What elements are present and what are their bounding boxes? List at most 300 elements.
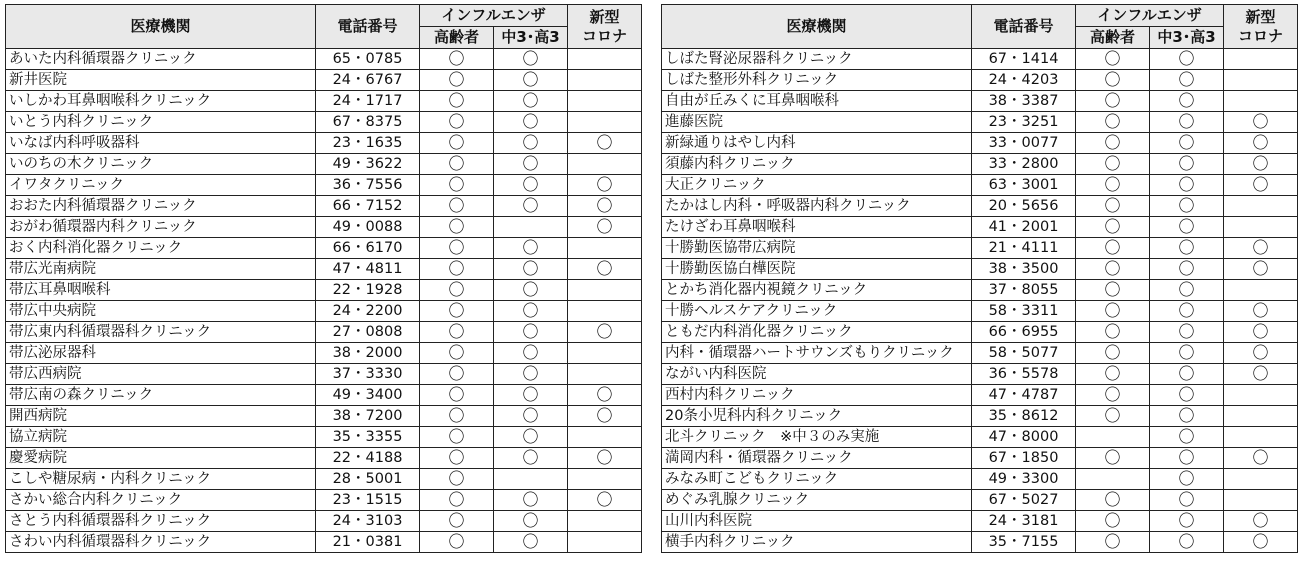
phone-number: 28・5001 — [316, 469, 420, 490]
clinic-name: 帯広南の森クリニック — [6, 385, 316, 406]
phone-number: 27・0808 — [316, 322, 420, 343]
phone-number: 33・2800 — [972, 154, 1076, 175]
covid-mark — [1224, 427, 1298, 448]
clinic-name: こしや糖尿病・内科クリニック — [6, 469, 316, 490]
phone-number: 35・7155 — [972, 532, 1076, 553]
table-row — [662, 175, 1298, 196]
header-senior: 高齢者 — [1076, 27, 1150, 49]
phone-number: 33・0077 — [972, 133, 1076, 154]
covid-mark — [1224, 406, 1298, 427]
clinic-name: 新緑通りはやし内科 — [662, 133, 972, 154]
senior-flu-mark: 〇 — [1076, 133, 1150, 154]
senior-flu-mark: 〇 — [1076, 490, 1150, 511]
clinic-name: さとう内科循環器科クリニック — [6, 511, 316, 532]
table-row — [6, 196, 642, 217]
senior-flu-mark: 〇 — [420, 532, 494, 553]
phone-number: 38・3500 — [972, 259, 1076, 280]
header-flu: インフルエンザ — [1076, 5, 1224, 27]
senior-flu-mark: 〇 — [420, 322, 494, 343]
covid-mark: 〇 — [1224, 511, 1298, 532]
senior-flu-mark: 〇 — [420, 343, 494, 364]
student-flu-mark: 〇 — [494, 364, 568, 385]
clinic-name: 新井医院 — [6, 70, 316, 91]
senior-flu-mark — [1076, 427, 1150, 448]
table-row — [6, 427, 642, 448]
student-flu-mark: 〇 — [1150, 196, 1224, 217]
senior-flu-mark: 〇 — [1076, 301, 1150, 322]
student-flu-mark: 〇 — [494, 238, 568, 259]
senior-flu-mark: 〇 — [420, 385, 494, 406]
student-flu-mark: 〇 — [1150, 154, 1224, 175]
senior-flu-mark: 〇 — [1076, 406, 1150, 427]
phone-number: 38・7200 — [316, 406, 420, 427]
covid-mark — [568, 364, 642, 385]
covid-mark: 〇 — [568, 217, 642, 238]
table-row — [662, 385, 1298, 406]
covid-mark: 〇 — [1224, 238, 1298, 259]
table-row — [662, 469, 1298, 490]
student-flu-mark: 〇 — [494, 91, 568, 112]
senior-flu-mark: 〇 — [420, 91, 494, 112]
senior-flu-mark: 〇 — [420, 70, 494, 91]
covid-mark — [568, 427, 642, 448]
clinic-name: 満岡内科・循環器クリニック — [662, 448, 972, 469]
senior-flu-mark: 〇 — [420, 217, 494, 238]
student-flu-mark: 〇 — [494, 196, 568, 217]
table-row — [662, 511, 1298, 532]
table-row — [662, 427, 1298, 448]
student-flu-mark: 〇 — [1150, 532, 1224, 553]
table-row — [6, 175, 642, 196]
table-row — [6, 91, 642, 112]
senior-flu-mark: 〇 — [1076, 91, 1150, 112]
student-flu-mark: 〇 — [1150, 175, 1224, 196]
student-flu-mark: 〇 — [1150, 133, 1224, 154]
student-flu-mark: 〇 — [1150, 259, 1224, 280]
senior-flu-mark: 〇 — [420, 301, 494, 322]
senior-flu-mark: 〇 — [420, 259, 494, 280]
senior-flu-mark: 〇 — [1076, 511, 1150, 532]
covid-mark: 〇 — [1224, 154, 1298, 175]
covid-mark: 〇 — [568, 175, 642, 196]
phone-number: 66・6955 — [972, 322, 1076, 343]
clinic-name: おく内科消化器クリニック — [6, 238, 316, 259]
clinic-name: 内科・循環器ハートサウンズもりクリニック — [662, 343, 972, 364]
table-row — [662, 490, 1298, 511]
clinic-name: 協立病院 — [6, 427, 316, 448]
clinic-name: 帯広東内科循環器科クリニック — [6, 322, 316, 343]
covid-mark — [568, 511, 642, 532]
table-row — [6, 112, 642, 133]
covid-mark: 〇 — [1224, 112, 1298, 133]
student-flu-mark: 〇 — [1150, 70, 1224, 91]
covid-mark — [1224, 49, 1298, 70]
table-row — [662, 112, 1298, 133]
student-flu-mark: 〇 — [494, 49, 568, 70]
covid-mark: 〇 — [568, 385, 642, 406]
senior-flu-mark: 〇 — [420, 112, 494, 133]
senior-flu-mark: 〇 — [420, 196, 494, 217]
clinic-name: いとう内科クリニック — [6, 112, 316, 133]
phone-number: 58・5077 — [972, 343, 1076, 364]
covid-mark — [568, 49, 642, 70]
clinic-name: 進藤医院 — [662, 112, 972, 133]
senior-flu-mark: 〇 — [420, 511, 494, 532]
table-row — [6, 322, 642, 343]
senior-flu-mark: 〇 — [420, 154, 494, 175]
senior-flu-mark: 〇 — [420, 175, 494, 196]
clinic-name: いしかわ耳鼻咽喉科クリニック — [6, 91, 316, 112]
table-row — [662, 532, 1298, 553]
table-row — [662, 154, 1298, 175]
covid-mark: 〇 — [1224, 343, 1298, 364]
senior-flu-mark: 〇 — [1076, 259, 1150, 280]
phone-number: 23・1515 — [316, 490, 420, 511]
phone-number: 35・3355 — [316, 427, 420, 448]
covid-mark — [568, 112, 642, 133]
phone-number: 35・8612 — [972, 406, 1076, 427]
student-flu-mark: 〇 — [1150, 427, 1224, 448]
covid-mark — [1224, 91, 1298, 112]
clinic-name: 大正クリニック — [662, 175, 972, 196]
phone-number: 24・4203 — [972, 70, 1076, 91]
covid-mark: 〇 — [1224, 133, 1298, 154]
student-flu-mark: 〇 — [1150, 490, 1224, 511]
phone-number: 49・3400 — [316, 385, 420, 406]
table-row — [6, 280, 642, 301]
phone-number: 58・3311 — [972, 301, 1076, 322]
header-flu: インフルエンザ — [420, 5, 568, 27]
table-row — [662, 70, 1298, 91]
header-senior: 高齢者 — [420, 27, 494, 49]
senior-flu-mark: 〇 — [1076, 49, 1150, 70]
header-covid-line2: コロナ — [581, 26, 627, 45]
clinic-name: 帯広光南病院 — [6, 259, 316, 280]
senior-flu-mark: 〇 — [1076, 238, 1150, 259]
senior-flu-mark: 〇 — [420, 490, 494, 511]
table-row — [6, 532, 642, 553]
covid-mark — [568, 301, 642, 322]
covid-mark — [568, 238, 642, 259]
senior-flu-mark: 〇 — [420, 406, 494, 427]
covid-mark: 〇 — [568, 490, 642, 511]
senior-flu-mark: 〇 — [420, 427, 494, 448]
covid-mark: 〇 — [568, 196, 642, 217]
covid-mark: 〇 — [1224, 175, 1298, 196]
table-row — [6, 385, 642, 406]
student-flu-mark: 〇 — [494, 427, 568, 448]
table-row — [662, 259, 1298, 280]
clinic-table-right — [661, 4, 1298, 553]
senior-flu-mark: 〇 — [420, 238, 494, 259]
covid-mark: 〇 — [568, 133, 642, 154]
phone-number: 24・3103 — [316, 511, 420, 532]
clinic-name: 横手内科クリニック — [662, 532, 972, 553]
table-row — [6, 70, 642, 91]
student-flu-mark: 〇 — [1150, 448, 1224, 469]
clinic-name: 開西病院 — [6, 406, 316, 427]
covid-mark: 〇 — [568, 259, 642, 280]
student-flu-mark: 〇 — [494, 301, 568, 322]
phone-number: 47・4787 — [972, 385, 1076, 406]
header-tel: 電話番号 — [316, 5, 420, 49]
senior-flu-mark: 〇 — [1076, 280, 1150, 301]
phone-number: 22・4188 — [316, 448, 420, 469]
clinic-name: 帯広耳鼻咽喉科 — [6, 280, 316, 301]
table-row — [6, 490, 642, 511]
senior-flu-mark: 〇 — [420, 364, 494, 385]
covid-mark — [568, 280, 642, 301]
student-flu-mark: 〇 — [494, 175, 568, 196]
clinic-name: あいた内科循環器クリニック — [6, 49, 316, 70]
senior-flu-mark: 〇 — [1076, 175, 1150, 196]
clinic-name: いなば内科呼吸器科 — [6, 133, 316, 154]
senior-flu-mark: 〇 — [1076, 112, 1150, 133]
header-covid-line1: 新型 — [589, 7, 620, 26]
phone-number: 66・6170 — [316, 238, 420, 259]
clinic-name: ともだ内科消化器クリニック — [662, 322, 972, 343]
phone-number: 47・8000 — [972, 427, 1076, 448]
senior-flu-mark: 〇 — [420, 133, 494, 154]
table-row — [6, 154, 642, 175]
clinic-name: 十勝勤医協白樺医院 — [662, 259, 972, 280]
phone-number: 21・4111 — [972, 238, 1076, 259]
clinic-name: 帯広西病院 — [6, 364, 316, 385]
clinic-name: 西村内科クリニック — [662, 385, 972, 406]
header-name: 医療機関 — [6, 5, 316, 49]
student-flu-mark: 〇 — [494, 406, 568, 427]
covid-mark: 〇 — [1224, 364, 1298, 385]
clinic-name: しばた腎泌尿器科クリニック — [662, 49, 972, 70]
student-flu-mark: 〇 — [494, 448, 568, 469]
table-row — [662, 406, 1298, 427]
senior-flu-mark: 〇 — [1076, 364, 1150, 385]
covid-mark: 〇 — [1224, 532, 1298, 553]
clinic-name: 須藤内科クリニック — [662, 154, 972, 175]
table-row — [662, 322, 1298, 343]
senior-flu-mark: 〇 — [1076, 70, 1150, 91]
covid-mark — [1224, 490, 1298, 511]
clinic-name: さかい総合内科クリニック — [6, 490, 316, 511]
header-tel: 電話番号 — [972, 5, 1076, 49]
phone-number: 23・3251 — [972, 112, 1076, 133]
phone-number: 41・2001 — [972, 217, 1076, 238]
table-row — [6, 511, 642, 532]
phone-number: 49・0088 — [316, 217, 420, 238]
student-flu-mark: 〇 — [494, 70, 568, 91]
table-row — [6, 259, 642, 280]
student-flu-mark: 〇 — [1150, 406, 1224, 427]
student-flu-mark: 〇 — [494, 532, 568, 553]
clinic-table-left — [5, 4, 642, 553]
clinic-name: たけざわ耳鼻咽喉科 — [662, 217, 972, 238]
phone-number: 23・1635 — [316, 133, 420, 154]
table-row — [662, 133, 1298, 154]
student-flu-mark: 〇 — [494, 154, 568, 175]
senior-flu-mark: 〇 — [1076, 196, 1150, 217]
table-row — [6, 343, 642, 364]
student-flu-mark: 〇 — [494, 133, 568, 154]
clinic-name: 十勝ヘルスケアクリニック — [662, 301, 972, 322]
table-row — [662, 196, 1298, 217]
table-row — [662, 238, 1298, 259]
covid-mark — [1224, 469, 1298, 490]
table-row — [6, 301, 642, 322]
phone-number: 63・3001 — [972, 175, 1076, 196]
student-flu-mark: 〇 — [494, 280, 568, 301]
phone-number: 66・7152 — [316, 196, 420, 217]
covid-mark — [568, 343, 642, 364]
clinic-name: 慶愛病院 — [6, 448, 316, 469]
clinic-name: とかち消化器内視鏡クリニック — [662, 280, 972, 301]
student-flu-mark: 〇 — [494, 343, 568, 364]
covid-mark: 〇 — [568, 406, 642, 427]
clinic-name: たかはし内科・呼吸器内科クリニック — [662, 196, 972, 217]
header-name: 医療機関 — [662, 5, 972, 49]
clinic-name: ながい内科医院 — [662, 364, 972, 385]
student-flu-mark: 〇 — [1150, 91, 1224, 112]
clinic-name: 十勝勤医協帯広病院 — [662, 238, 972, 259]
senior-flu-mark — [1076, 469, 1150, 490]
phone-number: 67・8375 — [316, 112, 420, 133]
student-flu-mark: 〇 — [1150, 364, 1224, 385]
student-flu-mark — [494, 469, 568, 490]
phone-number: 49・3622 — [316, 154, 420, 175]
clinic-name: みなみ町こどもクリニック — [662, 469, 972, 490]
student-flu-mark: 〇 — [1150, 112, 1224, 133]
senior-flu-mark: 〇 — [1076, 154, 1150, 175]
senior-flu-mark: 〇 — [1076, 532, 1150, 553]
phone-number: 67・1414 — [972, 49, 1076, 70]
table-row — [6, 217, 642, 238]
covid-mark: 〇 — [568, 322, 642, 343]
student-flu-mark: 〇 — [1150, 343, 1224, 364]
clinic-name: 山川内科医院 — [662, 511, 972, 532]
table-row — [6, 49, 642, 70]
student-flu-mark: 〇 — [494, 112, 568, 133]
student-flu-mark: 〇 — [494, 385, 568, 406]
phone-number: 24・3181 — [972, 511, 1076, 532]
phone-number: 22・1928 — [316, 280, 420, 301]
header-covid-line2: コロナ — [1237, 26, 1283, 45]
phone-number: 24・2200 — [316, 301, 420, 322]
student-flu-mark: 〇 — [494, 259, 568, 280]
covid-mark — [1224, 217, 1298, 238]
table-row — [662, 301, 1298, 322]
student-flu-mark: 〇 — [1150, 49, 1224, 70]
student-flu-mark: 〇 — [1150, 469, 1224, 490]
covid-mark — [568, 469, 642, 490]
clinic-name: 20条小児科内科クリニック — [662, 406, 972, 427]
table-row — [662, 343, 1298, 364]
student-flu-mark: 〇 — [494, 511, 568, 532]
table-row — [6, 238, 642, 259]
table-row — [662, 364, 1298, 385]
senior-flu-mark: 〇 — [1076, 343, 1150, 364]
phone-number: 49・3300 — [972, 469, 1076, 490]
senior-flu-mark: 〇 — [420, 469, 494, 490]
senior-flu-mark: 〇 — [1076, 217, 1150, 238]
student-flu-mark: 〇 — [1150, 301, 1224, 322]
clinic-name: 北斗クリニック ※中３のみ実施 — [662, 427, 972, 448]
phone-number: 36・5578 — [972, 364, 1076, 385]
covid-mark — [568, 91, 642, 112]
phone-number: 37・8055 — [972, 280, 1076, 301]
clinic-name: 帯広泌尿器科 — [6, 343, 316, 364]
clinic-name: 自由が丘みくに耳鼻咽喉科 — [662, 91, 972, 112]
clinic-name: いのちの木クリニック — [6, 154, 316, 175]
covid-mark: 〇 — [1224, 448, 1298, 469]
senior-flu-mark: 〇 — [1076, 322, 1150, 343]
student-flu-mark: 〇 — [1150, 322, 1224, 343]
senior-flu-mark: 〇 — [420, 280, 494, 301]
phone-number: 67・1850 — [972, 448, 1076, 469]
covid-mark — [568, 154, 642, 175]
table-row — [6, 133, 642, 154]
covid-mark — [568, 532, 642, 553]
phone-number: 21・0381 — [316, 532, 420, 553]
clinic-name: おおた内科循環器クリニック — [6, 196, 316, 217]
phone-number: 38・3387 — [972, 91, 1076, 112]
table-row — [6, 448, 642, 469]
senior-flu-mark: 〇 — [1076, 385, 1150, 406]
covid-mark — [1224, 385, 1298, 406]
phone-number: 65・0785 — [316, 49, 420, 70]
covid-mark: 〇 — [1224, 322, 1298, 343]
clinic-name: めぐみ乳腺クリニック — [662, 490, 972, 511]
phone-number: 38・2000 — [316, 343, 420, 364]
covid-mark: 〇 — [568, 448, 642, 469]
clinic-name: おがわ循環器内科クリニック — [6, 217, 316, 238]
header-covid-line1: 新型 — [1245, 7, 1276, 26]
table-row — [662, 217, 1298, 238]
clinic-name: 帯広中央病院 — [6, 301, 316, 322]
student-flu-mark: 〇 — [494, 322, 568, 343]
phone-number: 24・6767 — [316, 70, 420, 91]
covid-mark — [1224, 70, 1298, 91]
covid-mark — [568, 70, 642, 91]
senior-flu-mark: 〇 — [420, 448, 494, 469]
student-flu-mark: 〇 — [1150, 511, 1224, 532]
covid-mark: 〇 — [1224, 301, 1298, 322]
clinic-name: イワタクリニック — [6, 175, 316, 196]
student-flu-mark: 〇 — [1150, 385, 1224, 406]
header-student: 中3･高3 — [494, 27, 568, 49]
covid-mark: 〇 — [1224, 259, 1298, 280]
senior-flu-mark: 〇 — [420, 49, 494, 70]
table-row — [662, 448, 1298, 469]
table-row — [662, 91, 1298, 112]
table-row — [6, 406, 642, 427]
student-flu-mark: 〇 — [1150, 238, 1224, 259]
table-row — [6, 469, 642, 490]
phone-number: 67・5027 — [972, 490, 1076, 511]
phone-number: 36・7556 — [316, 175, 420, 196]
covid-mark — [1224, 280, 1298, 301]
clinic-name: さわい内科循環器科クリニック — [6, 532, 316, 553]
covid-mark — [1224, 196, 1298, 217]
table-row — [6, 364, 642, 385]
student-flu-mark: 〇 — [1150, 217, 1224, 238]
senior-flu-mark: 〇 — [1076, 448, 1150, 469]
student-flu-mark — [494, 217, 568, 238]
student-flu-mark: 〇 — [494, 490, 568, 511]
phone-number: 20・5656 — [972, 196, 1076, 217]
table-row — [662, 49, 1298, 70]
header-covid — [568, 5, 642, 49]
header-student: 中3･高3 — [1150, 27, 1224, 49]
table-row — [662, 280, 1298, 301]
